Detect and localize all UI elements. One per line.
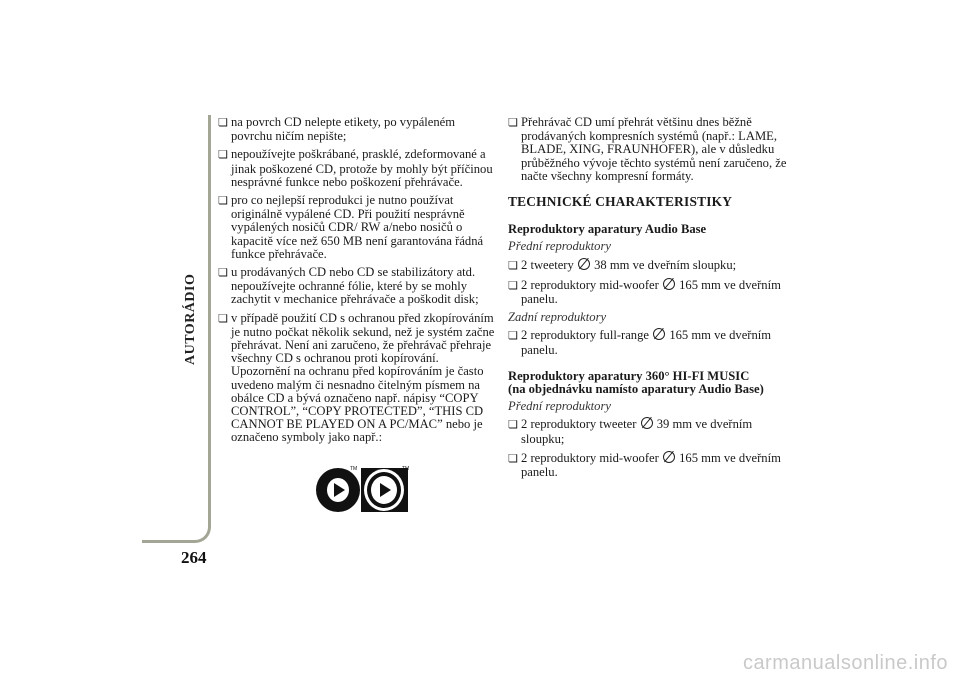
diameter-icon	[641, 417, 653, 429]
bullet-item: ❏ Přehrávač CD umí přehrát většinu dnes běžně prodávaných kompresních systémů (např.: LAME, BLADE, XING, FRAUNHOFER), ale v důsledku průběžného vývoje těchto systémů není zaručeno, že načte všechny kompresní formáty.	[508, 116, 798, 183]
page-number: 264	[181, 548, 207, 567]
bullet-item: ❏ u prodávaných CD nebo CD se stabilizátory atd. nepoužívejte ochranné fólie, které by se mohly zachytit v mechanice přehrávače a poškodit disk;	[218, 266, 496, 307]
page-edge-tab	[142, 115, 211, 543]
tm-mark: TM	[350, 466, 358, 472]
group-label: Přední reproduktory	[508, 239, 611, 254]
right-column	[508, 116, 798, 484]
bullet-item: ❏ 2 reproduktory mid-woofer 165 mm ve dveřním panelu.	[508, 451, 798, 479]
tm-mark: TM	[402, 466, 410, 472]
subsection-title: Reproduktory aparatury 360° HI-FI MUSIC (na objednávku namísto aparatury Audio Base)	[508, 368, 764, 397]
watermark-text: carmanualsonline.info	[742, 652, 948, 674]
diameter-icon	[663, 278, 675, 290]
diameter-icon	[578, 258, 590, 270]
bullet-item: ❏ nepoužívejte poškrábané, prasklé, zdeformované a jinak poškozené CD, protože by mohly být příčinou nesprávné funkce nebo poškození přehrávače.	[218, 148, 496, 189]
bullet-item: ❏ 2 tweetery 38 mm ve dveřním sloupku;	[508, 258, 798, 273]
bullet-item: ❏ pro co nejlepší reprodukci je nutno používat originálně vypálené CD. Při použití nesprávně vypálených nosičů CDR/ RW a/nebo nosičů o kapacitě více než 650 MB není garantována řádná funkce přehrávače.	[218, 194, 496, 261]
section-heading: TECHNICKÉ CHARAKTERISTIKY	[508, 194, 733, 210]
copy-protection-logo	[314, 464, 410, 514]
group-label: Přední reproduktory	[508, 399, 611, 414]
bullet-item: ❏ 2 reproduktory tweeter 39 mm ve dveřním sloupku;	[508, 417, 798, 445]
section-label: AUTORÁDIO	[183, 273, 198, 365]
subsection-title: Reproduktory aparatury Audio Base	[508, 222, 707, 237]
bullet-item: ❏ v případě použití CD s ochranou před zkopírováním je nutno počkat několik sekund, než je systém začne přehrávat. Není ani zaručeno, že přehrávač přehraje všechny CD s ochranou proti kopírování. Upozornění na ochranu před kopírováním je často uvedeno malým či nesnadno čitelným písmem na obálce CD a bývá označeno např. nápisy “COPY CONTROL”, “COPY PROTECTED”, “THIS CD CANNOT BE PLAYED ON A PC/MAC” nebo je označeno symboly jako např.:	[218, 312, 496, 445]
left-column	[218, 116, 496, 450]
diameter-icon	[653, 328, 665, 340]
bullet-item: ❏ 2 reproduktory mid-woofer 165 mm ve dveřním panelu.	[508, 278, 798, 306]
group-label: Zadní reproduktory	[508, 310, 607, 325]
bullet-item: ❏ na povrch CD nelepte etikety, po vypáleném povrchu ničím nepište;	[218, 116, 496, 143]
diameter-icon	[663, 451, 675, 463]
bullet-item: ❏ 2 reproduktory full-range 165 mm ve dveřním panelu.	[508, 328, 798, 356]
